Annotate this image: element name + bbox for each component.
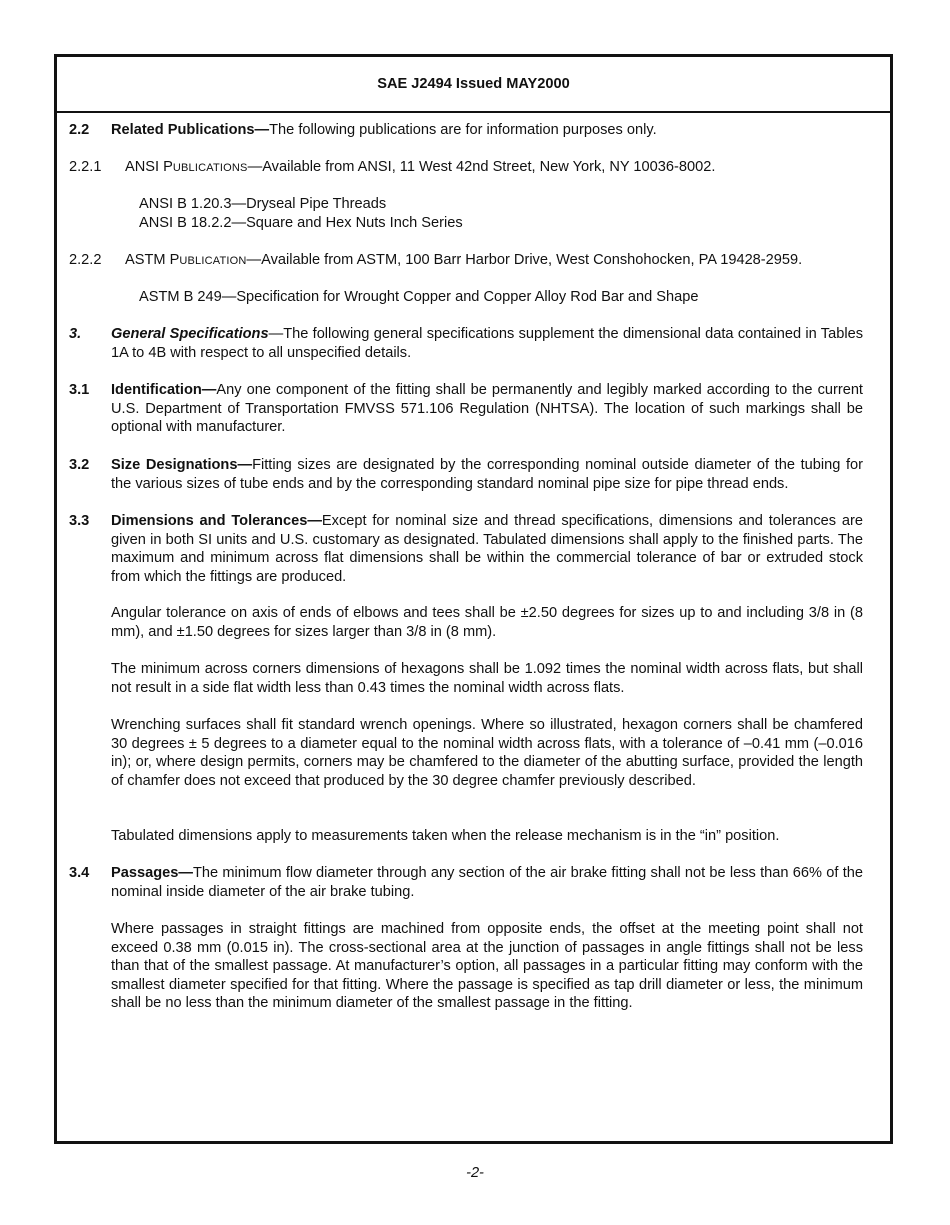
section-text: Related Publications—The following publications are for information purposes only. xyxy=(111,122,657,138)
list-item: ANSI B 1.20.3—Dryseal Pipe Threads xyxy=(139,196,387,212)
page-number: -2- xyxy=(466,1165,484,1181)
section-number: 3.3 xyxy=(69,513,90,529)
section-text: General Specifications—The following general specifications supplement the dimensional data contained in Tables 1A to 4B with respect to all unspecified details. xyxy=(111,326,863,361)
section-text: Dimensions and Tolerances—Except for nominal size and thread specifications, dimensions and tolerances are given in both SI units and U.S. customary as designated. Tabulated dimensions shall apply to the finished parts. The maximum and minimum across flat dimensions shall be within the commercial tolerance of bar or extruded stock from which the fittings are produced. xyxy=(111,513,864,585)
section-number: 2.2.1 xyxy=(69,159,102,175)
list-item: ASTM B 249—Specification for Wrought Copper and Copper Alloy Rod Bar and Shape xyxy=(139,289,699,305)
section-heading: General Specifications xyxy=(111,326,269,342)
section-text: Size Designations—Fitting sizes are designated by the corresponding nominal outside diameter of the tubing for the various sizes of tube ends and by the corresponding standard nominal pipe size for pipe thread ends. xyxy=(111,457,864,492)
section-number: 3. xyxy=(69,326,82,342)
section-number: 2.2.2 xyxy=(69,252,102,268)
section-heading: Size Designations— xyxy=(111,457,253,473)
section-heading: Related Publications— xyxy=(111,122,270,138)
section-text: Passages—The minimum flow diameter through any section of the air brake fitting shall not be less than 66% of the nominal inside diameter of the air brake tubing. xyxy=(111,865,863,900)
section-heading: Passages— xyxy=(111,865,193,881)
list-item: ANSI B 18.2.2—Square and Hex Nuts Inch Series xyxy=(139,215,463,231)
section-number: 3.4 xyxy=(69,865,90,881)
section-text: Identification—Any one component of the fitting shall be permanently and legibly marked according to the current U.S. Department of Transportation FMVSS 571.106 Regulation (NHTSA). The location of such markings shall be optional with manufacturer. xyxy=(111,382,863,436)
section-text: ANSI PUBLICATIONS—Available from ANSI, 11 West 42nd Street, New York, NY 10036-8002. xyxy=(125,159,716,175)
section-text: ASTM PUBLICATION—Available from ASTM, 100 Barr Harbor Drive, West Conshohocken, PA 19428-2959. xyxy=(125,252,803,268)
section-heading: Identification— xyxy=(111,382,217,398)
section-number: 3.1 xyxy=(69,382,90,398)
section-number: 2.2 xyxy=(69,122,90,138)
section-heading: Dimensions and Tolerances— xyxy=(111,513,322,529)
section-number: 3.2 xyxy=(69,457,90,473)
page-frame: SAE J2494 Issued MAY2000 2.2 Related Publications—The following publications are for information purposes only. 2.2.1 ANSI PUBLICATIONS—Available from ANSI, 11 West 42nd Street, New York, NY 10036-8002. ANSI B 1.20.3—Dryseal Pipe Threads ANSI B 18.2.2—Square and Hex Nuts Inch Series 2.2.2 ASTM PUBLICATION—Available from ASTM, 100 Barr Harbor Drive, West Conshohocken, PA 19428-2959. ASTM B 249—Specification for Wrought Copper and Copper Alloy Rod Bar and Shape 3. General Specifications—The following general specifications supplement the dimensional data contained in Tables 1A to 4B with respect to all unspecified details. 3.1 Identification—Any one component of the fitting shall be permanently and legibly marked according to the current U.S. Department of Transportation FMVSS 571.106 Regulation (NHTSA). The location of such markings shall be optional with manufacturer. 3.2 Size Designations—Fitting sizes are designated by the corresponding nominal outside diameter of the tubing for the various sizes of tube ends and by the corresponding standard nominal pipe size for pipe thread ends. 3.3 Dimensions and Tolerances—Except for nominal size and thread specifications, dimensions and tolerances are given in both SI units and U.S. customary as designated. Tabulated dimensions shall apply to the finished parts. The maximum and minimum across flat dimensions shall be within the commercial tolerance of bar or extruded stock from which the fittings are produced. Angular tolerance on axis of ends of elbows and tees shall be ±2.50 degrees for sizes up to and including 3/8 in (8 mm), and ±1.50 degrees for sizes larger than 3/8 in (8 mm). The minimum across corners dimensions of hexagons shall be 1.092 times the nominal width across flats, but shall not result in a side flat width less than 0.43 times the nominal width across flats. Wrenching surfaces shall fit standard wrench openings. Where so illustrated, hexagon corners shall be chamfered 30 degrees ± 5 degrees to a diameter equal to the nominal width across flats, with a tolerance of –0.41 mm (–0.016 in); or, where design permits, corners may be chamfered to the diameter of the abutting surface, provided the length of chamfer does not exceed that produced by the 30 degree chamfer previously described. Tabulated dimensions apply to measurements taken when the release mechanism is in the “in” position. 3.4 Passages—The minimum flow diameter through any section of the air brake fitting shall not be less than 66% of the nominal inside diameter of the air brake tubing. Where passages in straight fittings are machined from opposite ends, the offset at the meeting point shall not exceed 0.38 mm (0.015 in). The cross-sectional area at the junction of passages in angle fittings shall not be less than that of the smallest passage. At manufacturer’s option, all passages in a particular fitting may conform with the smallest diameter specified for that fitting. Where the passage is specified as tap drill diameter or less, the minimum shall be no less than the minimum diameter of the smallest passage in the fitting. xyxy=(54,54,893,1144)
document-title: SAE J2494 Issued MAY2000 xyxy=(57,57,890,113)
